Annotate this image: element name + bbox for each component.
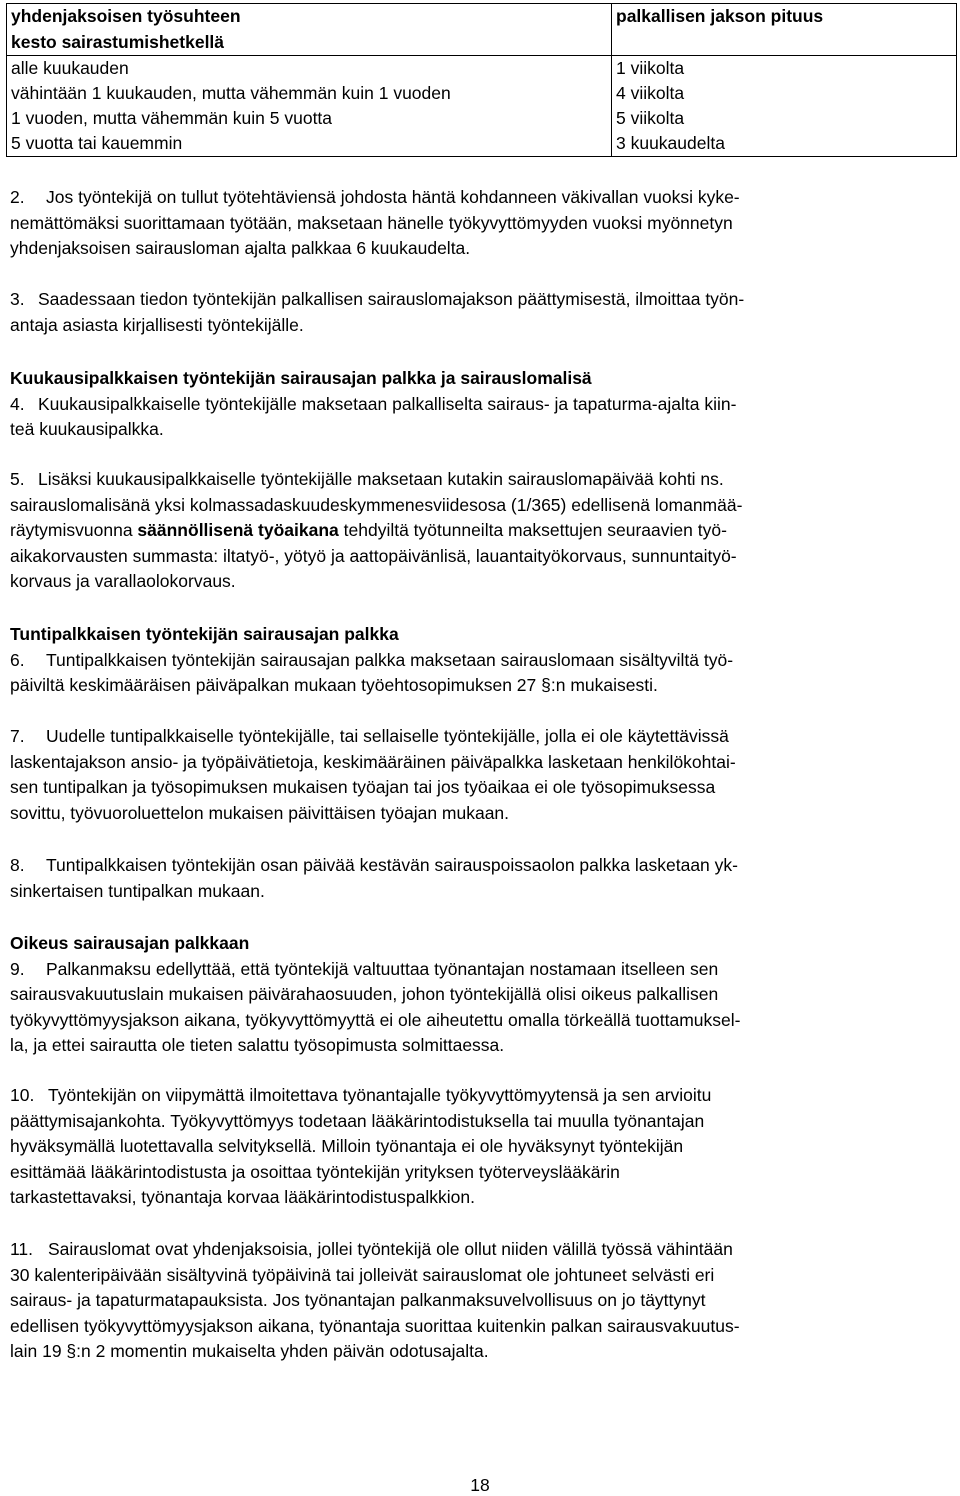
table-header-duration (7, 4, 612, 56)
paragraph-text: Kuukausipalkkaiselle työntekijälle maksetaan palkalliselta sairaus- ja tapaturma-ajalta kiin- (38, 393, 737, 414)
paragraph-text: Sairauslomat ovat yhdenjaksoisia, jollei työntekijä ole ollut niiden välillä työssä vähintään (48, 1239, 733, 1259)
paragraph-5 (10, 467, 948, 595)
paragraph-text: Tuntipalkkaisen työntekijän sairausajan palkka maksetaan sairauslomaan sisältyviltä työ- (46, 649, 734, 670)
paragraph-line: työkyvyttömyysjakson aikana, työkyvyttömyyttä ei ole aiheutettu omalla törkeällä tuottamuksel- (10, 1009, 741, 1030)
table-header-paid-period: palkallisen jakson pituus (612, 4, 957, 56)
paragraph-line: sairauslomalisänä yksi kolmassadaskuudeskymmenesviidesosa (1/365) edellisenä lomanmää- (10, 494, 743, 515)
paragraph-line (10, 518, 948, 544)
table-header-duration-line2: kesto sairastumishetkellä (11, 31, 225, 52)
paragraph-line: antaja asiasta kirjallisesti työntekijälle. (10, 314, 304, 335)
paragraph-number: 6. (10, 649, 25, 670)
paragraph-number: 7. (10, 726, 25, 746)
table-cell-duration: vähintään 1 kuukauden, mutta vähemmän kuin 1 vuoden (7, 81, 612, 106)
paragraph-line: sovittu, työvuoroluettelon mukaisen päivittäisen työajan mukaan. (10, 802, 510, 823)
paragraph-text: Saadessaan tiedon työntekijän palkallisen sairauslomajakson päättymisestä, ilmoittaa työn- (38, 289, 745, 309)
paragraph-number: 11. (10, 1239, 34, 1259)
paragraph-text: Lisäksi kuukausipalkkaiselle työntekijälle maksetaan kutakin sairauslomapäivää kohti ns. (38, 469, 724, 489)
section-right-to-sick-pay (10, 931, 948, 1059)
paragraph-line (10, 648, 948, 674)
paragraph-line: edellisen työkyvyttömyysjakson aikana, työnantaja suorittaa kuitenkin palkan sairausvakuutus- (10, 1315, 740, 1336)
paragraph-line (10, 724, 948, 750)
paragraph-number: 3. (10, 289, 25, 309)
section-heading: Tuntipalkkaisen työntekijän sairausajan palkka (10, 624, 399, 644)
paragraph-8 (10, 853, 948, 904)
paragraph-3 (10, 287, 948, 338)
table-cell-duration: 1 vuoden, mutta vähemmän kuin 5 vuotta (7, 106, 612, 131)
paragraph-line: sinkertaisen tuntipalkan mukaan. (10, 880, 265, 901)
paragraph-line: sairausvakuutuslain mukaisen päivärahaosuuden, johon työntekijällä olisi oikeus palkallisen (10, 984, 719, 1005)
paragraph-line: sen tuntipalkan ja työsopimuksen mukaisen työajan tai jos työaikaa ei ole työsopimuksessa (10, 777, 716, 798)
paragraph-line: tarkastettavaksi, työnantaja korvaa lääkärintodistuspalkkion. (10, 1187, 475, 1208)
paragraph-number: 5. (10, 469, 25, 489)
paragraph-line (10, 185, 948, 211)
paragraph-text: Palkanmaksu edellyttää, että työntekijä valtuuttaa työnantajan nostamaan itselleen sen (46, 958, 719, 979)
paragraph-line: teä kuukausipalkka. (10, 419, 164, 440)
paragraph-number: 10. (10, 1085, 35, 1105)
paragraph-2 (10, 185, 948, 262)
paragraph-line (10, 1083, 948, 1109)
paragraph-line: 30 kalenteripäivään sisältyvinä työpäivinä tai jolleivät sairauslomat ole johtuneet selvästi eri (10, 1264, 715, 1285)
paragraph-number: 8. (10, 855, 25, 875)
paragraph-line: yhdenjaksoisen sairausloman ajalta palkkaa 6 kuukaudelta. (10, 238, 471, 259)
paragraph-line (10, 392, 948, 418)
paragraph-10 (10, 1083, 948, 1211)
paragraph-7 (10, 724, 948, 826)
table-row (7, 56, 957, 82)
paragraph-line: korvaus ja varallaolokorvaus. (10, 571, 236, 592)
paragraph-line (10, 287, 948, 313)
paragraph-line: aikakorvausten summasta: iltatyö-, yötyö ja aattopäivänlisä, lauantaityökorvaus, sunnuntaityö- (10, 545, 737, 566)
paragraph-line: laskentajakson ansio- ja työpäivätietoja, keskimääräinen päiväpalkka lasketaan henkilökohtai- (10, 751, 736, 772)
section-heading: Oikeus sairausajan palkkaan (10, 933, 250, 953)
paragraph-line: la, ja ettei sairautta ole tieten salattu työsopimusta solmittaessa. (10, 1035, 505, 1056)
paragraph-line: sairaus- ja tapaturmatapauksista. Jos työnantajan palkanmaksuvelvollisuus on jo täyttynyt (10, 1290, 706, 1311)
paragraph-text: tehdyiltä työtunneilta maksettujen seuraavien työ- (338, 520, 727, 541)
paragraph-text: Jos työntekijä on tullut työtehtäviensä johdosta häntä kohdanneen väkivallan vuoksi kyke- (46, 187, 740, 207)
paragraph-line (10, 853, 948, 879)
paragraph-line (10, 467, 948, 493)
bold-text: säännöllisenä työaikana (137, 520, 339, 541)
paragraph-line (10, 957, 948, 983)
paragraph-line (10, 1237, 948, 1263)
table-header-duration-line1: yhdenjaksoisen työsuhteen (11, 6, 241, 26)
table-header-row (7, 4, 957, 56)
table-cell-paid-period: 1 viikolta (612, 56, 957, 82)
paragraph-line: nemättömäksi suorittamaan työtään, maksetaan hänelle työkyvyttömyyden vuoksi myönnetyn (10, 212, 733, 233)
table-row (7, 106, 957, 131)
section-monthly-pay (10, 366, 948, 443)
sick-pay-duration-table (6, 3, 957, 157)
table-cell-duration: 5 vuotta tai kauemmin (7, 131, 612, 157)
paragraph-number: 2. (10, 187, 25, 207)
section-hourly-pay (10, 622, 948, 699)
paragraph-text: Uudelle tuntipalkkaiselle työntekijälle, tai sellaiselle työntekijälle, jolla ei ole käytettävissä (46, 726, 729, 746)
paragraph-line: hyväksymällä luotettavalla selvityksellä. Milloin työnantaja ei ole hyväksynyt työntekijän (10, 1136, 684, 1157)
paragraph-line: esittämää lääkärintodistusta ja osoittaa työntekijän yrityksen työterveyslääkärin (10, 1161, 620, 1182)
table-cell-duration: alle kuukauden (7, 56, 612, 82)
paragraph-text: räytymisvuonna (10, 520, 138, 541)
table-row (7, 131, 957, 157)
page-number: 18 (470, 1475, 490, 1495)
table-cell-paid-period: 5 viikolta (612, 106, 957, 131)
paragraph-number: 4. (10, 393, 25, 414)
paragraph-11 (10, 1237, 948, 1365)
paragraph-text: Tuntipalkkaisen työntekijän osan päivää kestävän sairauspoissaolon palkka lasketaan yk- (46, 855, 738, 875)
table-cell-paid-period: 4 viikolta (612, 81, 957, 106)
paragraph-text: Työntekijän on viipymättä ilmoitettava työnantajalle työkyvyttömyytensä ja sen arvioitu (48, 1085, 712, 1105)
paragraph-number: 9. (10, 958, 25, 979)
table-cell-paid-period: 3 kuukaudelta (612, 131, 957, 157)
section-heading: Kuukausipalkkaisen työntekijän sairausajan palkka ja sairauslomalisä (10, 368, 592, 388)
paragraph-line: lain 19 §:n 2 momentin mukaiselta yhden päivän odotusajalta. (10, 1341, 489, 1362)
table-row (7, 81, 957, 106)
paragraph-line: päiviltä keskimääräisen päiväpalkan mukaan työehtosopimuksen 27 §:n mukaisesti. (10, 675, 658, 696)
paragraph-line: päättymisajankohta. Työkyvyttömyys todetaan lääkärintodistuksella tai muulla työnantajan (10, 1110, 705, 1131)
